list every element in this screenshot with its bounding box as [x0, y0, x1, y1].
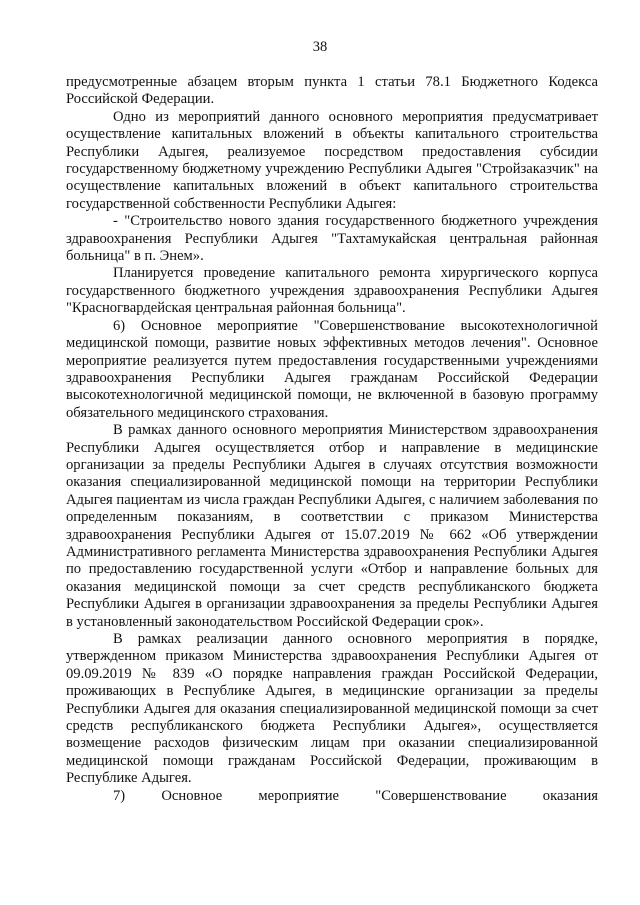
document-body	[66, 74, 598, 805]
paragraph-4: Планируется проведение капитального ремонта хирургического корпуса государственного бюджетного учреждения здравоохранения Республики Адыгея "Красногвардейская центральная районная больница".	[66, 265, 598, 317]
paragraph-6: В рамках данного основного мероприятия Министерством здравоохранения Республики Адыгея осуществляется отбор и направление в медицинские организации за пределы Республики Адыгея в случаях отсутствия возможности оказания специализированной медицинской помощи на территории Республики Адыгея пациентам из числа граждан Республики Адыгея, с наличием заболевания по определенным показаниям, в соответствии с приказом Министерства здравоохранения Республики Адыгея от 15.07.2019 № 662 «Об утверждении Административного регламента Министерства здравоохранения Республики Адыгея по предоставлению государственной услуги «Отбор и направление больных для оказания медицинской помощи за счет средств республиканского бюджета Республики Адыгея в организации здравоохранения за пределы Республики Адыгея в установленный законодательством Российской Федерации срок».	[66, 422, 598, 630]
paragraph-5-item-6: 6) Основное мероприятие "Совершенствование высокотехнологичной медицинской помощи, развитие новых эффективных методов лечения". Основное мероприятие реализуется путем предоставления государственными учреждениями здравоохранения Республики Адыгея гражданам Российской Федерации высокотехнологичной медицинской помощи, не включенной в базовую программу обязательного медицинского страхования.	[66, 317, 598, 421]
paragraph-2: Одно из мероприятий данного основного мероприятия предусматривает осуществление капитальных вложений в объекты капитального строительства Республики Адыгея, реализуемое посредством предоставления субсидии государственному бюджетному учреждению Республики Адыгея "Стройзаказчик" на осуществление капитальных вложений в объект капитального строительства государственной собственности Республики Адыгея:	[66, 108, 598, 212]
paragraph-7: В рамках реализации данного основного мероприятия в порядке, утвержденном приказом Министерства здравоохранения Республики Адыгея от 09.09.2019 № 839 «О порядке направления граждан Российской Федерации, проживающих в Республике Адыгея, в медицинские организации за пределы Республики Адыгея для оказания специализированной медицинской помощи за счет средств республиканского бюджета Республики Адыгея», осуществляется возмещение расходов физическим лицам при оказании специализированной медицинской помощи гражданам Российской Федерации, проживающим в Республике Адыгея.	[66, 631, 598, 787]
page-number: 38	[312, 39, 328, 55]
paragraph-3-list-item: - "Строительство нового здания государственного бюджетного учреждения здравоохранения Республики Адыгея "Тахтамукайская центральная районная больница" в п. Энем».	[66, 213, 598, 265]
paragraph-8-item-7: 7) Основное мероприятие "Совершенствование оказания	[113, 787, 598, 804]
paragraph-1: предусмотренные абзацем вторым пункта 1 статьи 78.1 Бюджетного Кодекса Российской Федерации.	[66, 74, 598, 108]
